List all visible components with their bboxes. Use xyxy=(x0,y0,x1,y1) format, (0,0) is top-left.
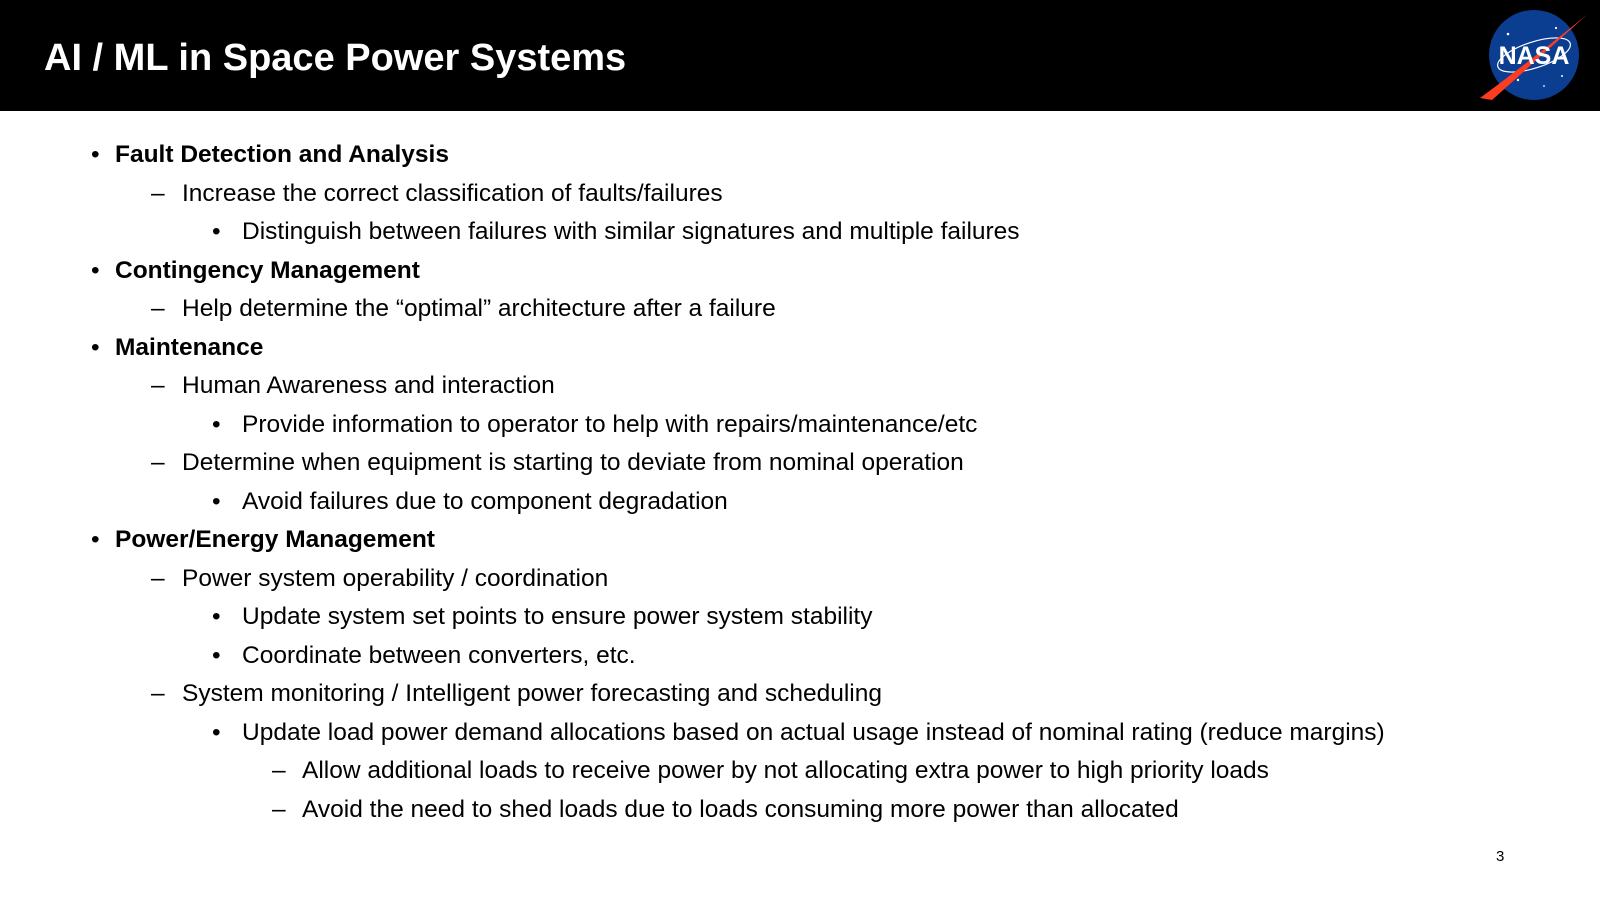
outline-item-text: Provide information to operator to help with repairs/maintenance/etc xyxy=(242,410,978,438)
slide-title: AI / ML in Space Power Systems xyxy=(44,37,627,79)
outline-item-level-1 xyxy=(0,252,1600,291)
outline-item-text: Coordinate between converters, etc. xyxy=(242,641,636,669)
outline-item-level-2 xyxy=(0,560,1600,599)
outline-item-level-3 xyxy=(0,406,1600,445)
outline-item-text: Power system operability / coordination xyxy=(182,564,609,592)
outline-item-text: Increase the correct classification of faults/failures xyxy=(182,179,723,207)
outline-item-level-1 xyxy=(0,521,1600,560)
outline-item-level-2 xyxy=(0,675,1600,714)
outline-item-text: Allow additional loads to receive power by not allocating extra power to high priority loads xyxy=(302,757,1269,784)
dash-marker: – xyxy=(151,449,165,476)
outline-item-level-4 xyxy=(0,752,1600,791)
outline-item-level-1 xyxy=(0,329,1600,368)
outline-item-level-3 xyxy=(0,637,1600,676)
dash-marker: – xyxy=(272,795,286,823)
outline-item-level-2 xyxy=(0,367,1600,406)
outline-item-level-4 xyxy=(0,791,1600,830)
bullet-marker: • xyxy=(212,718,221,746)
dash-marker: – xyxy=(151,295,165,322)
bullet-marker: • xyxy=(91,141,100,168)
outline-item-text: Maintenance xyxy=(115,333,264,361)
bullet-outline xyxy=(0,136,1600,829)
outline-item-text: Determine when equipment is starting to deviate from nominal operation xyxy=(182,449,964,476)
outline-item-level-2 xyxy=(0,290,1600,329)
bullet-marker: • xyxy=(212,603,221,630)
outline-item-text: Contingency Management xyxy=(115,256,420,284)
outline-item-level-2 xyxy=(0,175,1600,214)
dash-marker: – xyxy=(151,179,165,207)
bullet-marker: • xyxy=(91,256,100,284)
dash-marker: – xyxy=(151,372,165,399)
outline-item-text: Update load power demand allocations based on actual usage instead of nominal rating (reduce margins) xyxy=(242,718,1385,746)
page-number: 3 xyxy=(1496,848,1505,865)
outline-item-level-3 xyxy=(0,483,1600,522)
bullet-marker: • xyxy=(212,487,221,515)
outline-item-text: Avoid the need to shed loads due to loads consuming more power than allocated xyxy=(302,795,1179,823)
outline-item-text: Power/Energy Management xyxy=(115,526,435,553)
dash-marker: – xyxy=(151,680,165,707)
outline-item-text: Update system set points to ensure power system stability xyxy=(242,603,873,630)
bullet-marker: • xyxy=(212,641,221,669)
outline-item-text: Distinguish between failures with similar signatures and multiple failures xyxy=(242,218,1020,245)
nasa-meatball-logo-icon xyxy=(1478,6,1590,104)
bullet-marker: • xyxy=(91,333,100,361)
bullet-marker: • xyxy=(91,526,100,553)
outline-item-level-1 xyxy=(0,136,1600,175)
outline-item-text: Avoid failures due to component degradation xyxy=(242,487,728,515)
bullet-marker: • xyxy=(212,410,221,438)
outline-item-level-2 xyxy=(0,444,1600,483)
outline-item-text: Human Awareness and interaction xyxy=(182,372,555,399)
outline-item-text: System monitoring / Intelligent power forecasting and scheduling xyxy=(182,680,882,707)
outline-item-level-3 xyxy=(0,598,1600,637)
outline-item-text: Help determine the “optimal” architecture after a failure xyxy=(182,295,776,322)
outline-item-level-3 xyxy=(0,714,1600,753)
dash-marker: – xyxy=(272,757,286,784)
header-bar xyxy=(0,0,1600,111)
outline-item-text: Fault Detection and Analysis xyxy=(115,141,449,168)
outline-item-level-3 xyxy=(0,213,1600,252)
logo-text: NASA xyxy=(1498,42,1570,70)
bullet-marker: • xyxy=(212,218,221,245)
dash-marker: – xyxy=(151,564,165,592)
